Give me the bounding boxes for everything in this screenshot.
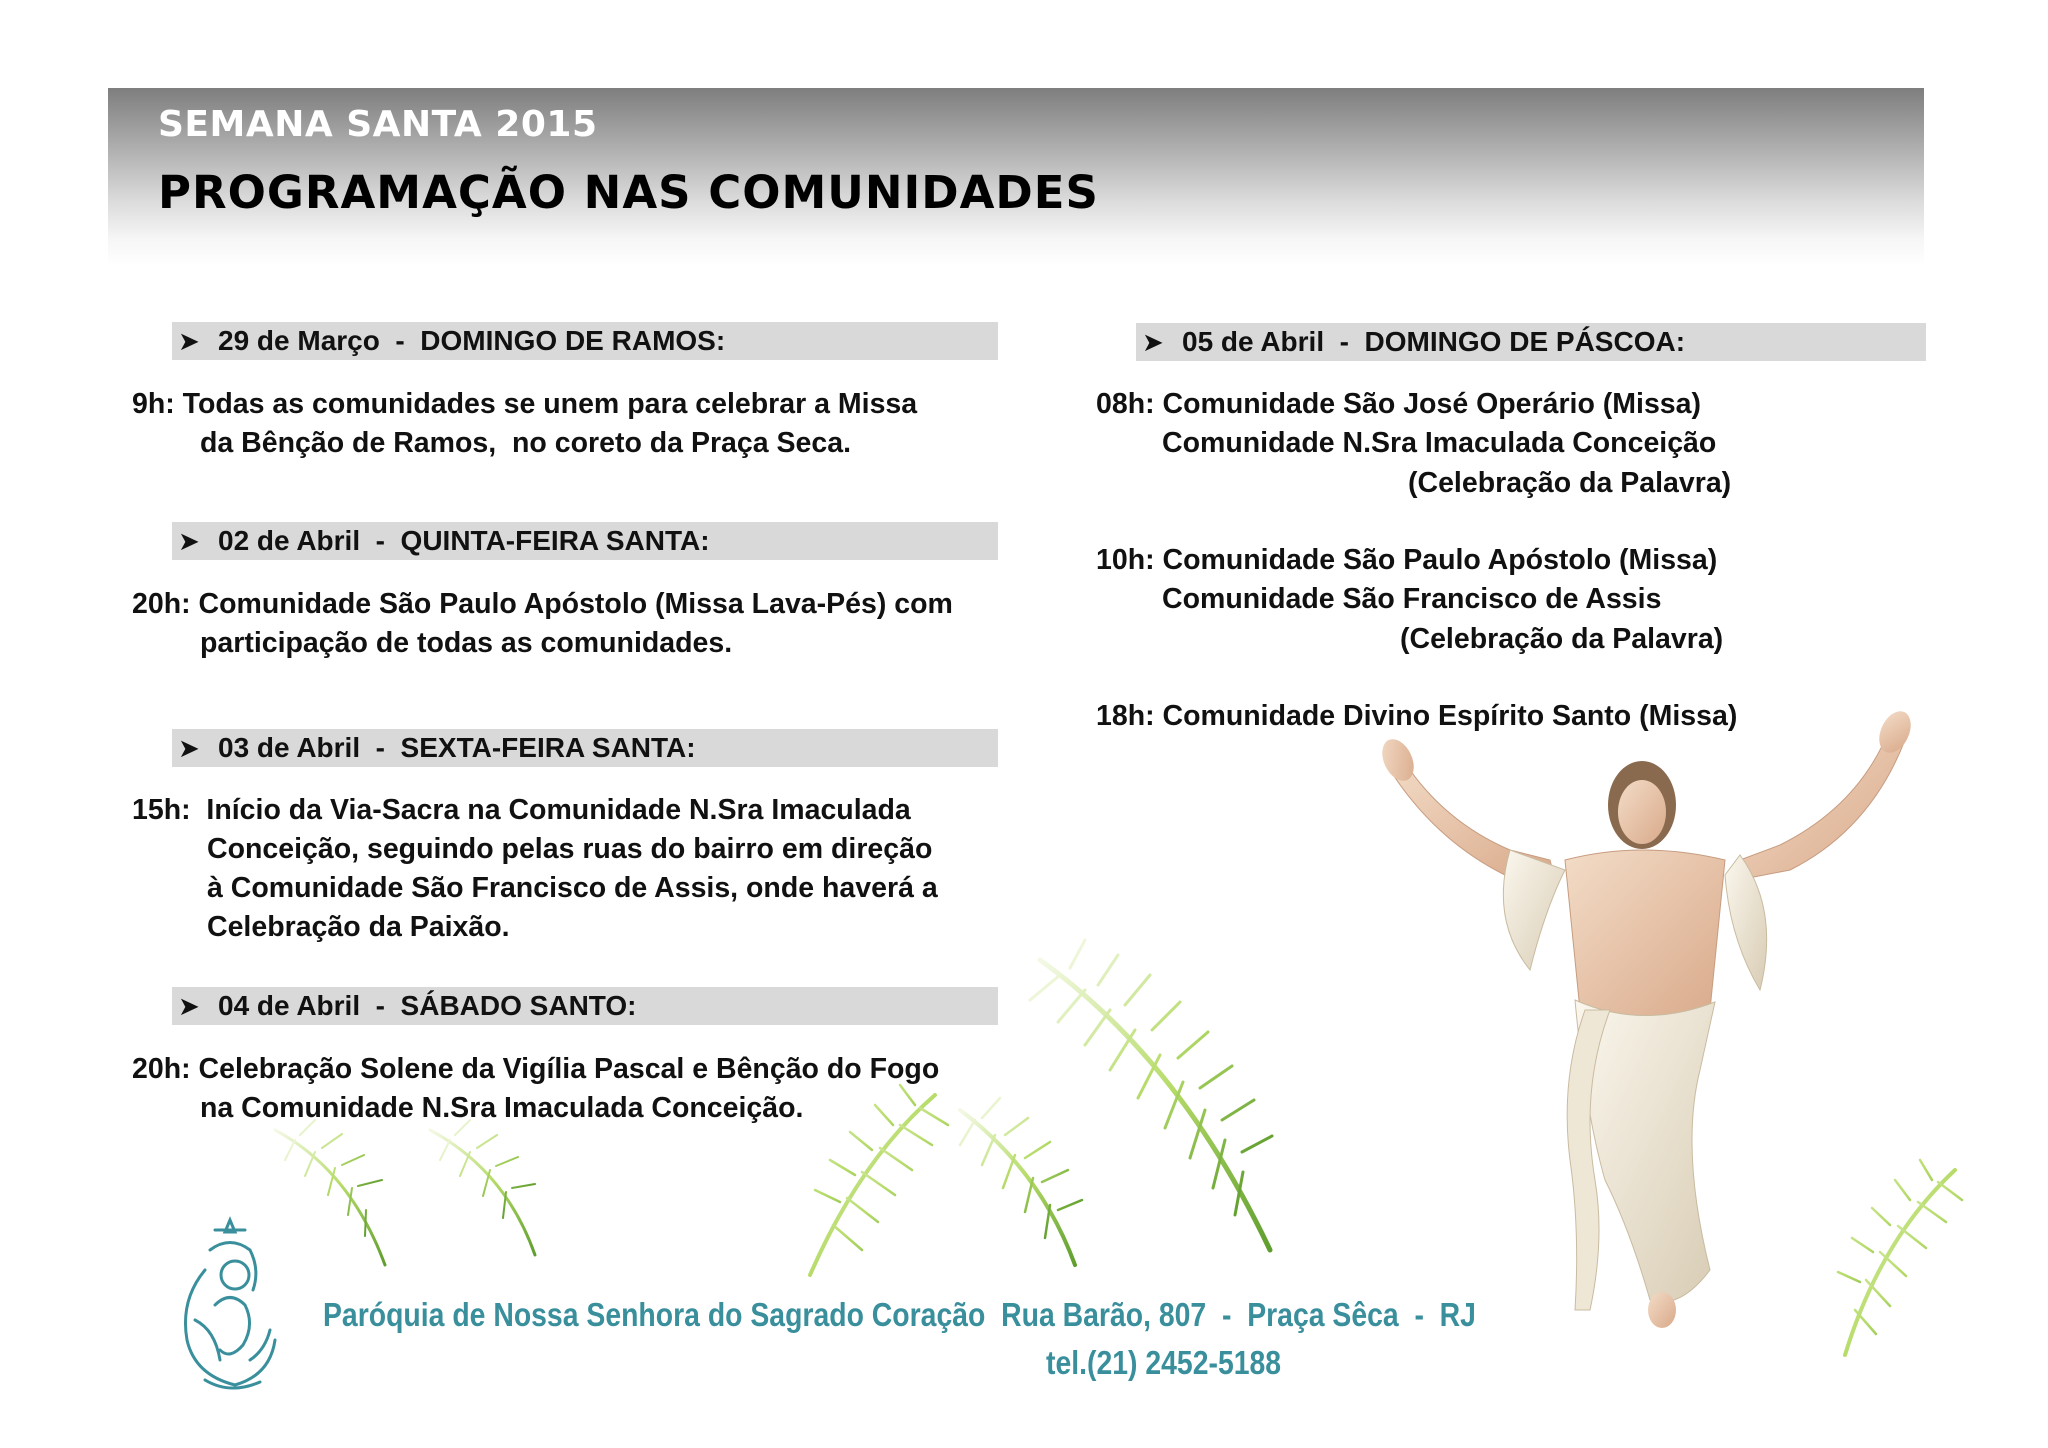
schedule-line: 20h: Celebração Solene da Vigília Pascal e Bênção do Fogo: [132, 1053, 940, 1085]
section-heading-palm-sunday: ➤ 29 de Março - DOMINGO DE RAMOS:: [172, 322, 998, 360]
parish-logo-icon: [175, 1210, 285, 1400]
schedule-line: Conceição, seguindo pelas ruas do bairro em direção: [207, 833, 933, 865]
schedule-line: 18h: Comunidade Divino Espírito Santo (Missa): [1096, 700, 1738, 732]
section-heading-good-friday: ➤ 03 de Abril - SEXTA-FEIRA SANTA:: [172, 729, 998, 767]
arrow-bullet-icon: ➤: [178, 326, 200, 356]
schedule-line: na Comunidade N.Sra Imaculada Conceição.: [200, 1092, 804, 1124]
arrow-bullet-icon: ➤: [178, 526, 200, 556]
schedule-line: 15h: Início da Via-Sacra na Comunidade N.Sra Imaculada: [132, 794, 911, 826]
schedule-line: 20h: Comunidade São Paulo Apóstolo (Missa Lava-Pés) com: [132, 588, 953, 620]
risen-christ-figure: [1380, 710, 1940, 1330]
header-subtitle: SEMANA SANTA 2015: [158, 104, 598, 145]
parish-address: Paróquia de Nossa Senhora do Sagrado Coração Rua Barão, 807 - Praça Sêca - RJ: [323, 1296, 1476, 1333]
schedule-line: participação de todas as comunidades.: [200, 627, 733, 659]
section-heading-holy-thursday: ➤ 02 de Abril - QUINTA-FEIRA SANTA:: [172, 522, 998, 560]
schedule-line: (Celebração da Palavra): [1400, 623, 1724, 655]
schedule-line: da Bênção de Ramos, no coreto da Praça Seca.: [200, 427, 851, 459]
arrow-bullet-icon: ➤: [178, 991, 200, 1021]
arrow-bullet-icon: ➤: [1142, 327, 1164, 357]
schedule-line: 9h: Todas as comunidades se unem para celebrar a Missa: [132, 388, 918, 420]
schedule-line: Celebração da Paixão.: [207, 911, 510, 943]
parish-phone: tel.(21) 2452-5188: [1046, 1344, 1282, 1381]
page-title: PROGRAMAÇÃO NAS COMUNIDADES: [158, 166, 1099, 219]
schedule-line: 08h: Comunidade São José Operário (Missa): [1096, 388, 1701, 420]
section-heading-holy-saturday: ➤ 04 de Abril - SÁBADO SANTO:: [172, 987, 998, 1025]
schedule-line: Comunidade São Francisco de Assis: [1162, 583, 1662, 615]
schedule-line: à Comunidade São Francisco de Assis, onde haverá a: [207, 872, 938, 904]
schedule-line: (Celebração da Palavra): [1408, 467, 1732, 499]
arrow-bullet-icon: ➤: [178, 733, 200, 763]
schedule-line: 10h: Comunidade São Paulo Apóstolo (Missa): [1096, 544, 1718, 576]
section-heading-easter-sunday: ➤ 05 de Abril - DOMINGO DE PÁSCOA:: [1136, 323, 1926, 361]
schedule-line: Comunidade N.Sra Imaculada Conceição: [1162, 427, 1717, 459]
